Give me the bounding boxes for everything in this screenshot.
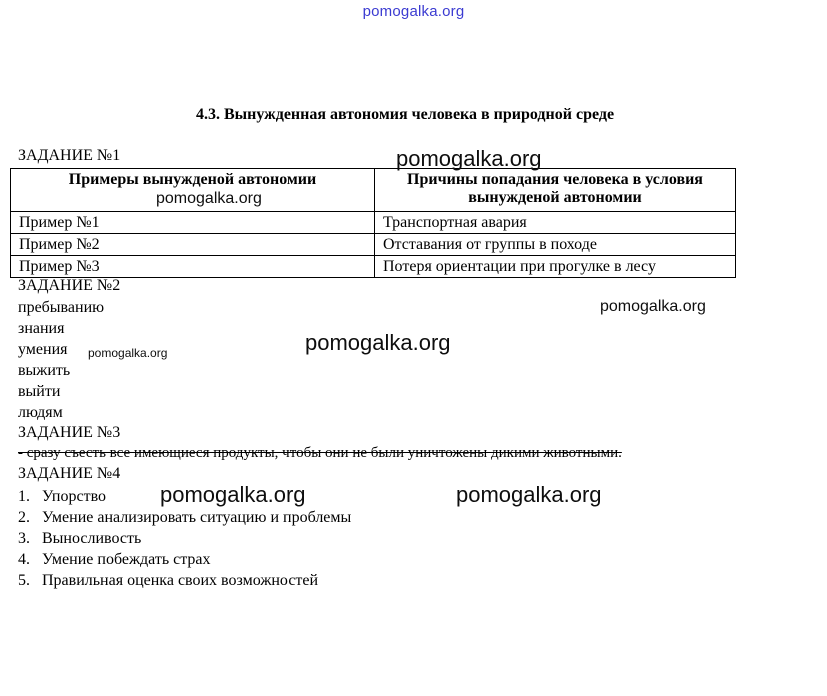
list-item-text: Умение побеждать страх — [42, 551, 211, 568]
task2-answer-line: выйти — [18, 383, 61, 400]
list-item — [18, 528, 351, 549]
list-item — [18, 507, 351, 528]
table-header-causes: Причины попадания человека в условия вынужденой автономии — [375, 169, 736, 212]
list-item-text: Правильная оценка своих возможностей — [42, 572, 319, 589]
examples-table — [10, 168, 736, 278]
list-item-number: 2. — [18, 509, 30, 526]
watermark: pomogalka.org — [88, 346, 168, 360]
list-item — [18, 570, 351, 591]
list-item-text: Умение анализировать ситуацию и проблемы — [42, 509, 352, 526]
table-header-examples: Примеры вынужденой автономии — [11, 169, 375, 212]
table-cell-example: Пример №1 — [11, 212, 375, 234]
table-header-row — [11, 169, 736, 212]
task2-answer-line: умения — [18, 341, 68, 358]
watermark: pomogalka.org — [160, 482, 306, 507]
task3-heading: ЗАДАНИЕ №3 — [18, 424, 121, 441]
table-row — [11, 234, 736, 256]
watermark: pomogalka.org — [305, 330, 451, 355]
list-item-number: 3. — [18, 530, 30, 547]
watermark: pomogalka.org — [456, 482, 602, 507]
watermark: pomogalka.org — [156, 190, 262, 207]
table-cell-cause: Транспортная авария — [375, 212, 736, 234]
list-item — [18, 549, 351, 570]
table-row — [11, 212, 736, 234]
list-item-text: Упорство — [42, 488, 107, 505]
task4-heading: ЗАДАНИЕ №4 — [18, 465, 121, 482]
table-cell-cause: Потеря ориентации при прогулке в лесу — [375, 256, 736, 278]
list-item-number: 1. — [18, 488, 30, 505]
task2-heading: ЗАДАНИЕ №2 — [18, 277, 121, 294]
watermark: pomogalka.org — [396, 146, 542, 171]
document-title: 4.3. Вынужденная автономия человека в природной среде — [195, 106, 615, 123]
table-cell-example: Пример №2 — [11, 234, 375, 256]
table-row — [11, 256, 736, 278]
task3-answer: - сразу съесть все имеющиеся продукты, чтобы они не были уничтожены дикими животными. — [18, 445, 622, 461]
site-header-link[interactable]: pomogalka.org — [362, 3, 465, 20]
list-item-number: 5. — [18, 572, 30, 589]
list-item-number: 4. — [18, 551, 30, 568]
list-item-text: Выносливость — [42, 530, 142, 547]
task2-answer-line: выжить — [18, 362, 71, 379]
task2-answer-line: пребыванию — [18, 299, 105, 316]
task2-answer-line: людям — [18, 404, 63, 421]
table-cell-cause: Отставания от группы в походе — [375, 234, 736, 256]
watermark: pomogalka.org — [600, 298, 706, 315]
task1-heading: ЗАДАНИЕ №1 — [18, 147, 121, 164]
table-cell-example: Пример №3 — [11, 256, 375, 278]
task2-answer-line: знания — [18, 320, 65, 337]
